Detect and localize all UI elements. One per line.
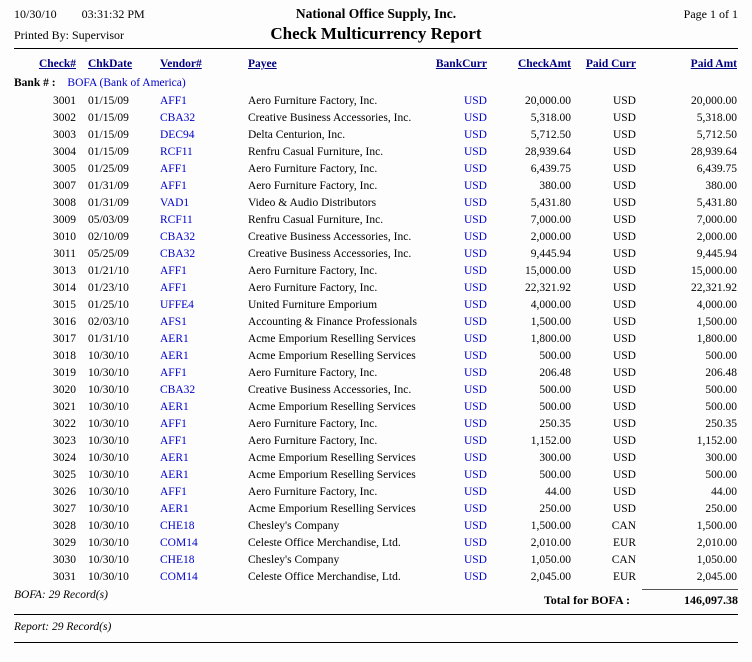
company-name: National Office Supply, Inc.: [295, 6, 457, 21]
cell-date: 01/15/09: [88, 95, 129, 107]
cell-check: 3016: [53, 316, 76, 328]
cell-paidamt: 1,500.00: [696, 520, 737, 532]
cell-paidcurr: USD: [612, 452, 636, 464]
cell-check: 3024: [53, 452, 76, 464]
cell-check: 3019: [53, 367, 76, 379]
report-title: Check Multicurrency Report: [270, 24, 482, 43]
cell-paidcurr: USD: [612, 469, 636, 481]
cell-paidamt: 20,000.00: [691, 95, 737, 107]
cell-check: 3010: [53, 231, 76, 243]
cell-checkamt: 1,500.00: [530, 520, 571, 532]
table-row: [14, 365, 738, 382]
table-row: [14, 535, 738, 552]
cell-paidamt: 4,000.00: [696, 299, 737, 311]
cell-checkamt: 44.00: [545, 486, 571, 498]
cell-paidamt: 380.00: [705, 180, 737, 192]
cell-payee: Acme Emporium Reselling Services: [248, 333, 416, 345]
bank-number-label: Bank # :: [14, 77, 56, 89]
cell-checkamt: 500.00: [539, 401, 571, 413]
table-row: [14, 433, 738, 450]
cell-payee: Aero Furniture Factory, Inc.: [248, 435, 378, 447]
printed-by: Printed By: Supervisor: [14, 28, 124, 42]
cell-checkamt: 2,000.00: [530, 231, 571, 243]
cell-paidamt: 28,939.64: [691, 146, 737, 158]
cell-paidamt: 15,000.00: [691, 265, 737, 277]
table-row: [14, 93, 738, 110]
cell-bankcurr[interactable]: USD: [463, 401, 487, 413]
cell-check: 3030: [53, 554, 76, 566]
cell-vendor[interactable]: AER1: [160, 503, 189, 515]
cell-checkamt: 500.00: [539, 469, 571, 481]
cell-paidamt: 5,318.00: [696, 112, 737, 124]
cell-paidcurr: USD: [612, 197, 636, 209]
cell-vendor[interactable]: AFF1: [160, 163, 187, 175]
cell-paidcurr: USD: [612, 282, 636, 294]
cell-paidcurr: USD: [612, 333, 636, 345]
bank-group-row: [14, 73, 738, 93]
cell-bankcurr[interactable]: USD: [463, 248, 487, 260]
cell-date: 02/03/10: [88, 316, 129, 328]
cell-checkamt: 22,321.92: [525, 282, 571, 294]
cell-checkamt: 1,152.00: [530, 435, 571, 447]
bank-total-group: [544, 589, 738, 608]
cell-date: 10/30/10: [88, 554, 129, 566]
cell-paidcurr: USD: [612, 350, 636, 362]
cell-check: 3031: [53, 571, 76, 583]
cell-paidamt: 5,431.80: [696, 197, 737, 209]
cell-vendor[interactable]: CBA32: [160, 384, 196, 396]
cell-paidcurr: USD: [612, 486, 636, 498]
cell-date: 01/25/09: [88, 163, 129, 175]
cell-paidamt: 1,152.00: [696, 435, 737, 447]
cell-payee: Renfru Casual Furniture, Inc.: [248, 146, 384, 158]
cell-vendor[interactable]: AER1: [160, 401, 189, 413]
cell-date: 10/30/10: [88, 503, 129, 515]
cell-paidamt: 500.00: [705, 350, 737, 362]
cell-checkamt: 1,800.00: [530, 333, 571, 345]
cell-bankcurr[interactable]: USD: [463, 469, 487, 481]
cell-payee: Aero Furniture Factory, Inc.: [248, 486, 378, 498]
cell-bankcurr[interactable]: USD: [463, 350, 487, 362]
cell-payee: Delta Centurion, Inc.: [248, 129, 346, 141]
cell-paidcurr: CAN: [611, 520, 636, 532]
cell-paidamt: 7,000.00: [696, 214, 737, 226]
table-row: [14, 263, 738, 280]
cell-date: 05/25/09: [88, 248, 129, 260]
cell-paidamt: 500.00: [705, 384, 737, 396]
cell-vendor[interactable]: AER1: [160, 452, 189, 464]
cell-bankcurr[interactable]: USD: [463, 367, 487, 379]
cell-vendor[interactable]: RCF11: [160, 214, 193, 226]
cell-payee: Chesley's Company: [248, 520, 340, 532]
cell-check: 3007: [53, 180, 76, 192]
cell-date: 10/30/10: [88, 452, 129, 464]
cell-check: 3015: [53, 299, 76, 311]
cell-checkamt: 9,445.94: [530, 248, 571, 260]
cell-payee: Acme Emporium Reselling Services: [248, 452, 416, 464]
cell-paidamt: 250.35: [705, 418, 737, 430]
cell-check: 3009: [53, 214, 76, 226]
cell-check: 3004: [53, 146, 76, 158]
table-row: [14, 212, 738, 229]
cell-payee: Celeste Office Merchandise, Ltd.: [248, 537, 401, 549]
page-header-row-1: [14, 6, 738, 22]
cell-check: 3020: [53, 384, 76, 396]
cell-paidamt: 6,439.75: [696, 163, 737, 175]
cell-bankcurr[interactable]: USD: [463, 418, 487, 430]
cell-check: 3027: [53, 503, 76, 515]
cell-paidcurr: EUR: [613, 571, 636, 583]
cell-payee: Acme Emporium Reselling Services: [248, 350, 416, 362]
cell-date: 10/30/10: [88, 469, 129, 481]
cell-paidamt: 22,321.92: [691, 282, 737, 294]
cell-bankcurr[interactable]: USD: [463, 214, 487, 226]
cell-paidcurr: USD: [612, 95, 636, 107]
cell-payee: Renfru Casual Furniture, Inc.: [248, 214, 384, 226]
column-header-row: [14, 49, 738, 73]
cell-payee: Aero Furniture Factory, Inc.: [248, 282, 378, 294]
cell-vendor[interactable]: AFF1: [160, 282, 187, 294]
cell-paidamt: 300.00: [705, 452, 737, 464]
cell-check: 3026: [53, 486, 76, 498]
cell-bankcurr[interactable]: USD: [463, 95, 487, 107]
cell-bankcurr[interactable]: USD: [463, 299, 487, 311]
cell-paidamt: 1,800.00: [696, 333, 737, 345]
cell-paidcurr: USD: [612, 146, 636, 158]
cell-date: 01/31/09: [88, 197, 129, 209]
cell-check: 3023: [53, 435, 76, 447]
cell-vendor[interactable]: AFF1: [160, 486, 187, 498]
cell-checkamt: 250.35: [539, 418, 571, 430]
cell-payee: Acme Emporium Reselling Services: [248, 469, 416, 481]
cell-bankcurr[interactable]: USD: [463, 503, 487, 515]
cell-bankcurr[interactable]: USD: [463, 163, 487, 175]
cell-checkamt: 7,000.00: [530, 214, 571, 226]
report-table-body: [14, 93, 738, 586]
cell-checkamt: 250.00: [539, 503, 571, 515]
cell-paidamt: 2,010.00: [696, 537, 737, 549]
cell-date: 01/15/09: [88, 129, 129, 141]
cell-paidcurr: CAN: [611, 554, 636, 566]
cell-date: 10/30/10: [88, 486, 129, 498]
cell-payee: Aero Furniture Factory, Inc.: [248, 180, 378, 192]
cell-vendor[interactable]: AFF1: [160, 95, 187, 107]
cell-vendor[interactable]: CBA32: [160, 231, 196, 243]
table-row: [14, 569, 738, 586]
column-header-paid-amount: Paid Amt: [690, 58, 737, 70]
cell-paidcurr: USD: [612, 265, 636, 277]
cell-checkamt: 206.48: [539, 367, 571, 379]
cell-checkamt: 4,000.00: [530, 299, 571, 311]
cell-vendor[interactable]: RCF11: [160, 146, 193, 158]
cell-date: 01/15/09: [88, 112, 129, 124]
table-row: [14, 110, 738, 127]
cell-paidcurr: USD: [612, 180, 636, 192]
cell-checkamt: 1,500.00: [530, 316, 571, 328]
report-record-count: Report: 29 Record(s): [14, 621, 112, 633]
table-row: [14, 382, 738, 399]
cell-vendor[interactable]: CHE18: [160, 520, 195, 532]
cell-paidamt: 44.00: [711, 486, 737, 498]
cell-bankcurr[interactable]: USD: [463, 282, 487, 294]
cell-checkamt: 500.00: [539, 384, 571, 396]
cell-vendor[interactable]: COM14: [160, 537, 198, 549]
column-header-vendor: Vendor#: [160, 58, 202, 70]
cell-payee: Aero Furniture Factory, Inc.: [248, 265, 378, 277]
table-row: [14, 161, 738, 178]
cell-vendor[interactable]: AFF1: [160, 180, 187, 192]
cell-checkamt: 500.00: [539, 350, 571, 362]
page-number: Page 1 of 1: [683, 7, 738, 21]
cell-payee: Accounting & Finance Professionals: [248, 316, 417, 328]
cell-paidcurr: USD: [612, 316, 636, 328]
cell-bankcurr[interactable]: USD: [463, 265, 487, 277]
cell-date: 02/10/09: [88, 231, 129, 243]
report-time: 03:31:32 PM: [81, 7, 145, 21]
cell-vendor[interactable]: AFF1: [160, 435, 187, 447]
cell-payee: Chesley's Company: [248, 554, 340, 566]
table-row: [14, 416, 738, 433]
table-row: [14, 297, 738, 314]
cell-bankcurr[interactable]: USD: [463, 231, 487, 243]
table-row: [14, 127, 738, 144]
table-row: [14, 484, 738, 501]
cell-bankcurr[interactable]: USD: [463, 486, 487, 498]
cell-bankcurr[interactable]: USD: [463, 316, 487, 328]
cell-paidcurr: USD: [612, 129, 636, 141]
cell-bankcurr[interactable]: USD: [463, 554, 487, 566]
cell-vendor[interactable]: AFF1: [160, 418, 187, 430]
cell-check: 3002: [53, 112, 76, 124]
cell-paidcurr: USD: [612, 299, 636, 311]
cell-date: 10/30/10: [88, 418, 129, 430]
table-row: [14, 314, 738, 331]
cell-check: 3001: [53, 95, 76, 107]
cell-vendor[interactable]: CHE18: [160, 554, 195, 566]
cell-checkamt: 15,000.00: [525, 265, 571, 277]
cell-checkamt: 5,318.00: [530, 112, 571, 124]
page-header: [14, 6, 738, 44]
cell-checkamt: 2,045.00: [530, 571, 571, 583]
report-table: [14, 49, 738, 586]
cell-check: 3018: [53, 350, 76, 362]
cell-payee: Celeste Office Merchandise, Ltd.: [248, 571, 401, 583]
cell-date: 10/30/10: [88, 350, 129, 362]
cell-payee: Creative Business Accessories, Inc.: [248, 231, 412, 243]
cell-paidcurr: USD: [612, 112, 636, 124]
cell-check: 3025: [53, 469, 76, 481]
cell-check: 3005: [53, 163, 76, 175]
cell-vendor[interactable]: COM14: [160, 571, 198, 583]
cell-date: 10/30/10: [88, 367, 129, 379]
cell-vendor[interactable]: UFFE4: [160, 299, 194, 311]
cell-date: 01/25/10: [88, 299, 129, 311]
cell-vendor[interactable]: AFS1: [160, 316, 187, 328]
cell-paidcurr: USD: [612, 231, 636, 243]
cell-check: 3022: [53, 418, 76, 430]
cell-checkamt: 1,050.00: [530, 554, 571, 566]
cell-date: 10/30/10: [88, 537, 129, 549]
cell-paidcurr: USD: [612, 367, 636, 379]
table-row: [14, 399, 738, 416]
cell-bankcurr[interactable]: USD: [463, 520, 487, 532]
cell-paidamt: 2,000.00: [696, 231, 737, 243]
bank-totals-row: [14, 589, 738, 608]
cell-paidamt: 2,045.00: [696, 571, 737, 583]
cell-date: 10/30/10: [88, 384, 129, 396]
bottom-divider: [14, 642, 738, 643]
cell-date: 05/03/09: [88, 214, 129, 226]
cell-bankcurr[interactable]: USD: [463, 112, 487, 124]
column-header-check-number: Check#: [38, 58, 76, 70]
cell-date: 01/15/09: [88, 146, 129, 158]
cell-paidcurr: USD: [612, 163, 636, 175]
cell-check: 3029: [53, 537, 76, 549]
cell-paidamt: 206.48: [705, 367, 737, 379]
cell-checkamt: 2,010.00: [530, 537, 571, 549]
cell-paidcurr: USD: [612, 401, 636, 413]
cell-vendor[interactable]: AER1: [160, 333, 189, 345]
cell-paidamt: 5,712.50: [696, 129, 737, 141]
page-header-row-2: [14, 22, 738, 44]
cell-payee: Creative Business Accessories, Inc.: [248, 384, 412, 396]
cell-paidcurr: USD: [612, 435, 636, 447]
cell-check: 3008: [53, 197, 76, 209]
table-row: [14, 229, 738, 246]
cell-bankcurr[interactable]: USD: [463, 333, 487, 345]
cell-paidcurr: USD: [612, 248, 636, 260]
table-row: [14, 178, 738, 195]
cell-payee: Acme Emporium Reselling Services: [248, 401, 416, 413]
cell-paidcurr: USD: [612, 384, 636, 396]
cell-date: 01/31/10: [88, 333, 129, 345]
table-row: [14, 450, 738, 467]
cell-vendor[interactable]: AFF1: [160, 265, 187, 277]
cell-date: 01/23/10: [88, 282, 129, 294]
cell-vendor[interactable]: AER1: [160, 469, 189, 481]
cell-payee: Aero Furniture Factory, Inc.: [248, 95, 378, 107]
column-header-check-date: ChkDate: [88, 58, 133, 70]
cell-date: 01/21/10: [88, 265, 129, 277]
cell-vendor[interactable]: CBA32: [160, 112, 196, 124]
cell-paidamt: 1,050.00: [696, 554, 737, 566]
cell-payee: Creative Business Accessories, Inc.: [248, 112, 412, 124]
table-row: [14, 144, 738, 161]
bank-code-link[interactable]: BOFA (Bank of America): [67, 77, 186, 89]
cell-checkamt: 5,712.50: [530, 129, 571, 141]
cell-payee: Creative Business Accessories, Inc.: [248, 248, 412, 260]
cell-bankcurr[interactable]: USD: [463, 197, 487, 209]
cell-paidcurr: EUR: [613, 537, 636, 549]
cell-checkamt: 20,000.00: [525, 95, 571, 107]
bank-total-label: Total for BOFA :: [543, 593, 630, 607]
bank-total-amount: 146,097.38: [642, 589, 738, 608]
column-header-paid-currency: Paid Curr: [585, 58, 636, 70]
cell-bankcurr[interactable]: USD: [463, 537, 487, 549]
cell-payee: Aero Furniture Factory, Inc.: [248, 163, 378, 175]
cell-date: 10/30/10: [88, 435, 129, 447]
cell-check: 3011: [53, 248, 76, 260]
cell-date: 10/30/10: [88, 401, 129, 413]
cell-paidamt: 1,500.00: [696, 316, 737, 328]
cell-payee: Aero Furniture Factory, Inc.: [248, 418, 378, 430]
cell-checkamt: 6,439.75: [530, 163, 571, 175]
cell-vendor[interactable]: AFF1: [160, 367, 187, 379]
report-date: 10/30/10: [14, 7, 57, 21]
cell-paidcurr: USD: [612, 503, 636, 515]
cell-checkamt: 5,431.80: [530, 197, 571, 209]
cell-check: 3003: [53, 129, 76, 141]
cell-check: 3017: [53, 333, 76, 345]
cell-vendor[interactable]: AER1: [160, 350, 189, 362]
cell-paidcurr: USD: [612, 418, 636, 430]
cell-date: 01/31/09: [88, 180, 129, 192]
cell-check: 3021: [53, 401, 76, 413]
cell-vendor[interactable]: VAD1: [160, 197, 190, 209]
cell-date: 10/30/10: [88, 520, 129, 532]
cell-bankcurr[interactable]: USD: [463, 384, 487, 396]
cell-vendor[interactable]: CBA32: [160, 248, 196, 260]
column-header-bank-currency: BankCurr: [435, 58, 487, 70]
cell-check: 3013: [53, 265, 76, 277]
table-row: [14, 518, 738, 535]
footer-divider: [14, 614, 738, 615]
cell-vendor[interactable]: DEC94: [160, 129, 195, 141]
table-row: [14, 501, 738, 518]
table-row: [14, 246, 738, 263]
cell-bankcurr[interactable]: USD: [463, 180, 487, 192]
table-row: [14, 467, 738, 484]
cell-payee: Video & Audio Distributors: [248, 197, 377, 209]
cell-payee: United Furniture Emporium: [248, 299, 378, 311]
cell-checkamt: 28,939.64: [525, 146, 571, 158]
cell-paidamt: 9,445.94: [696, 248, 737, 260]
table-row: [14, 552, 738, 569]
cell-payee: Aero Furniture Factory, Inc.: [248, 367, 378, 379]
cell-check: 3028: [53, 520, 76, 532]
cell-paidamt: 250.00: [705, 503, 737, 515]
cell-paidcurr: USD: [612, 214, 636, 226]
cell-checkamt: 300.00: [539, 452, 571, 464]
cell-bankcurr[interactable]: USD: [463, 452, 487, 464]
cell-check: 3014: [53, 282, 76, 294]
table-row: [14, 331, 738, 348]
table-row: [14, 348, 738, 365]
table-row: [14, 280, 738, 297]
cell-checkamt: 380.00: [539, 180, 571, 192]
cell-payee: Acme Emporium Reselling Services: [248, 503, 416, 515]
column-header-check-amount: CheckAmt: [517, 58, 571, 70]
column-header-payee: Payee: [248, 58, 277, 70]
cell-paidamt: 500.00: [705, 401, 737, 413]
cell-bankcurr[interactable]: USD: [463, 435, 487, 447]
cell-bankcurr[interactable]: USD: [463, 571, 487, 583]
cell-date: 10/30/10: [88, 571, 129, 583]
table-row: [14, 195, 738, 212]
cell-bankcurr[interactable]: USD: [463, 129, 487, 141]
bank-record-count: BOFA: 29 Record(s): [14, 589, 108, 601]
cell-paidamt: 500.00: [705, 469, 737, 481]
cell-bankcurr[interactable]: USD: [463, 146, 487, 158]
